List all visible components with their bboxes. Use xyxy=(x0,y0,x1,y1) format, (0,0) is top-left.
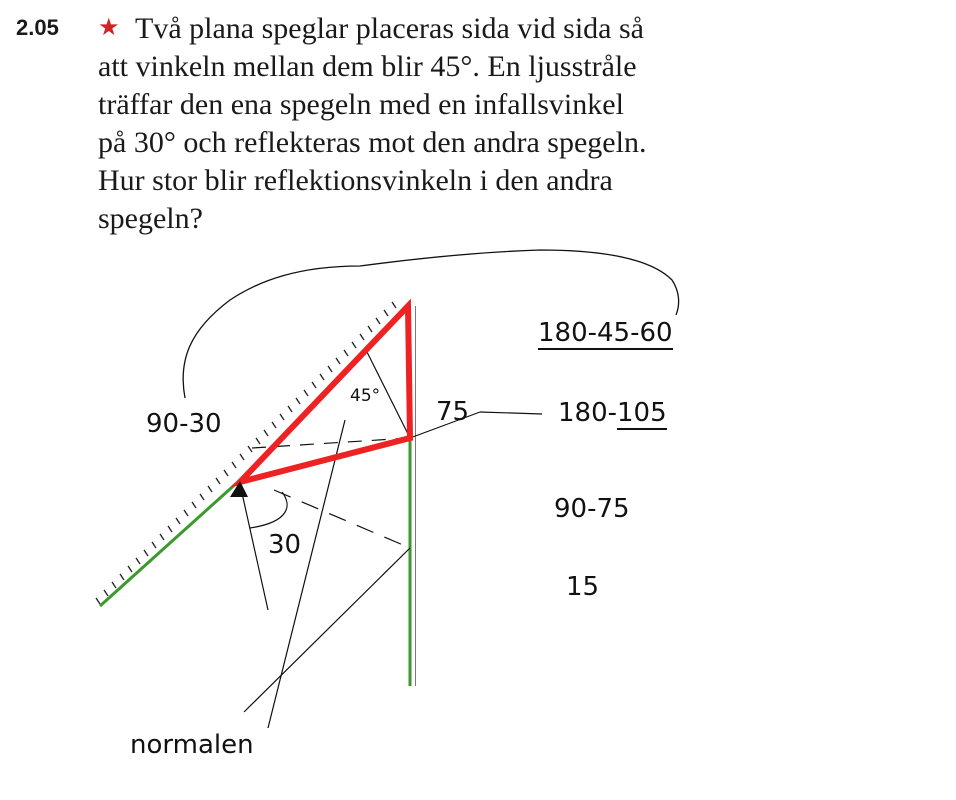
diagonal-mirror-surface xyxy=(100,480,240,606)
calc-line-4: 15 xyxy=(566,572,600,602)
calc-line-2-prefix: 180- xyxy=(558,398,618,428)
question-line: att vinkeln mellan dem blir 45°. En ljusstråle xyxy=(98,50,637,83)
construction-lines xyxy=(240,306,542,728)
angle-90-30-label: 90-30 xyxy=(146,409,222,439)
question-line: spegeln? xyxy=(98,202,203,235)
calc-line-3: 90-75 xyxy=(554,494,630,524)
star-icon: ★ xyxy=(98,13,120,41)
question-line: Hur stor blir reflektionsvinkeln i den andra xyxy=(98,164,613,197)
angle-30-label: 30 xyxy=(268,530,302,560)
calc-line-2-underlined: 105 xyxy=(617,398,667,428)
question-line: på 30° och reflekteras mot den andra spegeln. xyxy=(98,126,647,159)
calc-line-2 xyxy=(558,398,667,428)
question-number: 2.05 xyxy=(16,15,59,40)
question-line: träffar den ena spegeln med en infallsvinkel xyxy=(98,88,624,121)
ray-path-triangle xyxy=(240,306,410,482)
angle-45-label: 45° xyxy=(350,386,381,406)
normal-label: normalen xyxy=(130,730,254,760)
question-line: Två plana speglar placeras sida vid sida så xyxy=(135,12,644,45)
angle-75-label: 75 xyxy=(436,397,470,427)
calc-line-1: 180-45-60 xyxy=(538,318,673,348)
